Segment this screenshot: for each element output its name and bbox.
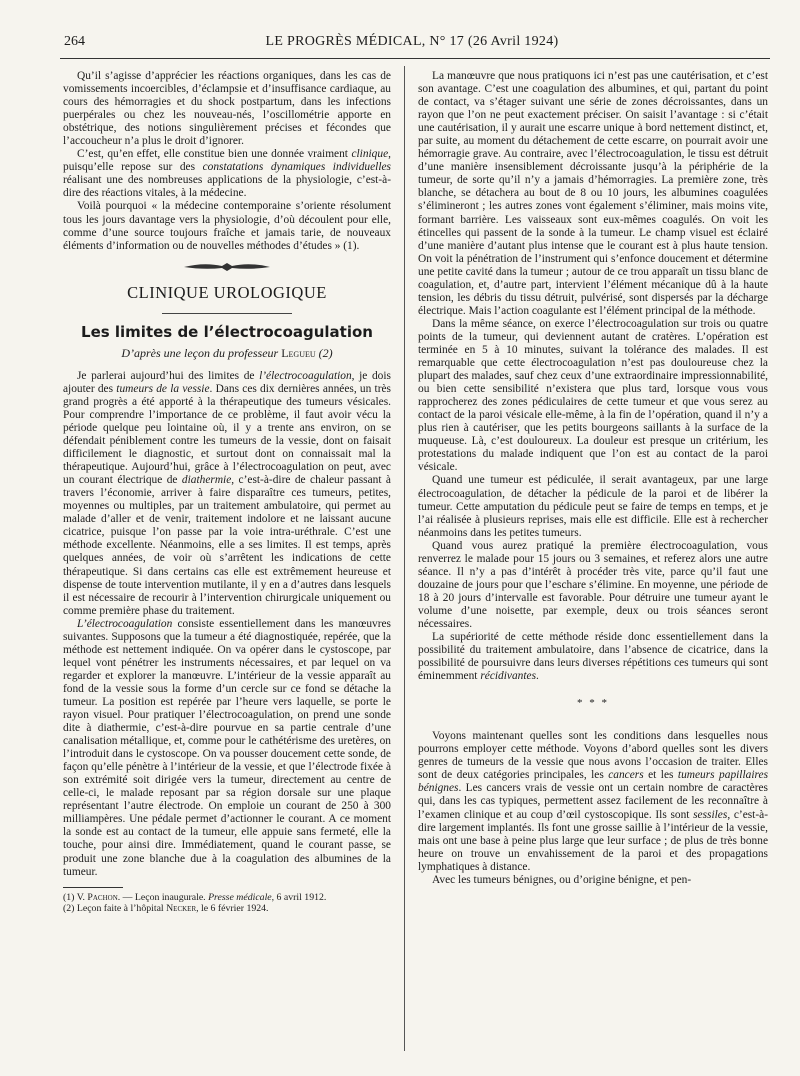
right-column: [418, 70, 768, 887]
paragraph: [63, 370, 391, 618]
paragraph: Voilà pourquoi « la médecine contemporaine s’oriente résolument tous les jours davantage vers la physiologie, d’où découlent pour elle, comme d’une source toujours fraîche et jamais tarie, de nouveaux éléments d’information ou de nouvelles méthodes d’études » (1).: [63, 200, 391, 252]
running-header: [52, 34, 772, 54]
paragraph: La manœuvre que nous pratiquons ici n’est pas une cautérisation, et c’est son avantage. C’est une coagulation des albumines, et qui, partant du point de contact, va s’étager suivant une série de zones décroissantes, dans un rayon que l’on ne peut exactement préciser. On saisit l’avantage : si c’était une cautérisation, il y aurait une escarre unique à bord nettement distinct, et, par suite, au moment du détachement de cette escarre, on pourrait avoir une hémorragie grave. Au contraire, avec l’électrocoagulation, le tissu est détruit d’une manière insensiblement décroissante jusqu’à la périphérie de la tumeur, de sorte qu’il n’y a jamais d’hémorragies. La première zone, très blanche, se détachera au bout de 8 ou 10 jours, les albumines coagulées s’élimineront ; les autres zones vont également s’éliminer, mais moins vite, formant barrière. Les vaisseaux sont eux-mêmes coagulés. On voit les étincelles qui passent de la sonde à la tumeur. Le champ visuel est éclairé d’une manière d’autant plus intense que le courant est à plus haute tension. On voit la pénétration de l’instrument qui s’enfonce doucement et détermine une petite cavité dans la tumeur ; autour de ce trou apparaît un tissu blanc de coagulation, et, d’autre part, intervient l’élément mécanique dû à la haute tension, les débris du tissu détruit, pulvérisé, sont dispersés par la décharge électrique. Mais l’action coagulante est l’élément principal de la méthode.: [418, 70, 768, 317]
text: . Les cancers vrais de vessie ont un certain nombre de caractères qui, dans les cas typiques, permettent assez facilement de les reconnaître à l’examen clinique et au coup d’œil cystoscopique. Ils sont: [418, 782, 768, 821]
italic-text: Presse médicale: [208, 891, 272, 903]
footnote-2: [63, 903, 391, 915]
text: , c’est-à-dire largement implantés. Ils font une grosse saillie à l’intérieur de la vessie, mais ont une base à peine plus large que leur surface ; de plus de très bonne heure on trouve un envahissement de la paroi et des propagations lymphatiques à distance.: [418, 808, 768, 873]
italic-text: L’électrocoagulation: [77, 617, 173, 630]
author-name: Pachon: [87, 891, 118, 903]
paragraph: [418, 631, 768, 683]
hospital-name: Necker: [166, 903, 197, 915]
text: Voyons maintenant quelles sont les conditions dans lesquelles nous pourrons employer cette méthode. Voyons d’abord quelles sont les divers genres de tumeurs de la vessie que nous avons l’occasion de traiter. Elles sont de deux catégories principales, les: [418, 730, 768, 782]
author-name: Legueu: [281, 345, 316, 360]
italic-text: diathermie: [181, 474, 232, 487]
section-title: CLINIQUE UROLOGIQUE: [127, 282, 327, 302]
italic-text: tumeurs papillaires bénignes: [418, 769, 768, 795]
text: . — Leçon inaugurale.: [117, 891, 209, 903]
article-title: Les limites de l’électrocoagulation: [81, 322, 373, 341]
page-number: 264: [64, 34, 85, 49]
footnotes: [63, 892, 391, 915]
italic-text: l’électrocoagulation: [259, 369, 352, 382]
text: .: [536, 670, 539, 683]
italic-text: récidivantes: [480, 670, 536, 683]
text: , le 6 février 1924.: [196, 903, 269, 915]
byline: [63, 347, 391, 360]
journal-title: LE PROGRÈS MÉDICAL, N° 17 (26 Avril 1924): [265, 34, 559, 49]
footnote-1: [63, 892, 391, 904]
italic-text: constatations dynamiques individuelles: [202, 161, 391, 174]
italic-text: tumeurs de la vessie: [116, 382, 210, 395]
section-rule: [162, 313, 292, 314]
paragraph: Qu’il s’agisse d’apprécier les réactions organiques, dans les cas de vomissements incoercibles, d’éclampsie et d’insuffisance cardiaque, au cours des hémorragies et du shock postpartum, dans les infections puerpérales ou chez les nouveau-nés, l’oscillométrie apporte en obstétrique, des notions singulièrement précises et fécondes que l’accoucheur n’a plus le droit d’ignorer.: [63, 70, 391, 148]
italic-text: cancers: [608, 769, 644, 782]
italic-text: sessiles: [693, 808, 728, 821]
paragraph: Quand vous aurez pratiqué la première électrocoagulation, vous renverrez le malade pour 15 jours ou 3 semaines, et referez alors une autre séance. Il n’y a pas d’intérêt à procéder très vite, parce qu’il faut une douzaine de jours pour que l’eschare s’élimine. En moyenne, une période de 18 à 20 jours d’intervalle est favorable. Pour détruire une tumeur ayant le volume d’une noisette, par exemple, deux ou trois séances seront nécessaires.: [418, 539, 768, 630]
paragraph: [418, 730, 768, 874]
ornament-divider: [63, 260, 391, 274]
text: C’est, qu’en effet, elle constitue bien une donnée vraiment: [77, 148, 352, 161]
paragraph: [63, 148, 391, 200]
paragraph: Dans la même séance, on exerce l’électrocoagulation sur trois ou quatre points de la tumeur, qui deviennent autant de cratères. L’opération est terminée en 5 à 10 minutes, suivant la tolérance des malades. Il est remarquable que cette électrocoagulation n’est pas douloureuse chez la plupart des malades, sauf chez ceux d’une extraordinaire impressionnabilité, ou bien cette sensibilité n’existera que plus tard, lorsque vous vous rapprocherez des zones pédiculaires de cette tumeur et que vous serez au contact de la paroi vésicale elle-même, à la fin de l’opération, quand il n’y a plus rien à cautériser, que les petits bourgeons saillants à la surface de la muqueuse. Là, c’est douloureux. La douleur est presque un critérium, les protestations du malade indiquent que l’on est au contact de la paroi vésicale.: [418, 317, 768, 474]
text: , 6 avril 1912.: [271, 891, 327, 903]
paragraph: Avec les tumeurs bénignes, ou d’origine bénigne, et pen-: [432, 873, 692, 886]
text: La supériorité de cette méthode réside donc essentiellement dans la possibilité du traitement ambulatoire, dans l’absence de cicatrice, dans la possibilité de poursuivre dans leurs diverses répétitions ces tumeurs qui sont éminemment: [418, 631, 768, 683]
paragraph: Quand une tumeur est pédiculée, il serait avantageux, par une large électrocoagulation, de détacher la pédicule de la paroi et de libérer la tumeur. Cette amputation du pédicule peut se faire de temps en temps, et je l’ai réalisée à plusieurs reprises, mais elle est difficile. Elle est à rechercher néanmoins dans les petites tumeurs.: [418, 474, 768, 539]
text: . Dans ces dix dernières années, un très grand progrès a été apporté à la thérapeutique des tumeurs vésicales. Pour comprendre l’importance de ce problème, il faut avoir vécu la période quelque peu lointaine où, il y a trente ans environ, on se défendait péniblement contre les tumeurs de la vessie, dont on faisait difficilement le diagnostic, et surtout dont on connaissait mal la thérapeutique. Aujourd’hui, grâce à l’électrocoagulation on peut, avec un courant électrique de: [63, 382, 391, 487]
left-column: [63, 70, 391, 915]
text: consiste essentiellement dans les manœuvres suivantes. Supposons que la tumeur a été diagnostiquée, repérée, que la méthode est nettement indiquée. On va opérer dans le cystoscope, par lequel vont pénétrer les instruments nécessaires, et par lequel on va regarder et explorer la manœuvre. L’intérieur de la vessie apparaît au fond de la vessie sous la forme d’un cercle sur ce fond se détache la tumeur. La position est repérée par l’heure vers laquelle, se porte le rayon visuel. Pour pratiquer l’électrocoagulation, on prend une sonde dite à diathermie, c’est-à-dire pourvue en sa partie centrale d’une canalisation métallique, et, comme pour le cathétérisme des uretères, on l’introduit dans le cystoscope. On va pousser doucement cette sonde, de façon qu’elle pénètre à l’intérieur de la vessie, et que l’électrode fixée à son extrémité soit dirigée vers la tumeur, directement au centre de celle-ci, le malade reposant par sa région dorsale sur une plaque représentant l’autre électrode. On emploie un courant de 250 à 300 milliampères. Une pédale permet d’actionner le courant. A ce moment la sonde est au contact de la tumeur, elle appuie sans fermeté, elle la touche, pour ainsi dire. Immédiatement, quand le courant passe, se produit une zone blanche due à la coagulation des albumines de la tumeur.: [63, 617, 391, 878]
paragraph: [63, 618, 391, 879]
text: et les: [643, 769, 678, 782]
footnote-rule: [63, 887, 123, 888]
header-rule: [60, 58, 770, 59]
text: (2) Leçon faite à l’hôpital: [63, 903, 167, 915]
asterism-divider: * * *: [577, 697, 609, 710]
text: (1) V.: [63, 891, 88, 903]
byline-text: D’après une leçon du professeur: [121, 345, 282, 360]
text: , je dois ajouter des: [63, 369, 391, 395]
text: réalisant une des nombreuses applications de la physiologie, c’est-à-dire des réactions vitales, à la médecine.: [63, 174, 391, 200]
italic-text: clinique: [351, 148, 389, 161]
footnote-ref: (2): [315, 345, 333, 360]
text: Je parlerai aujourd’hui des limites de: [77, 369, 260, 382]
text: , c’est-à-dire de chaleur passant à travers l’économie, arriver à faire disparaître ces tumeurs, petites, moyennes ou multiples, par un traitement ambulatoire, qui permet au malade d’aller et de venir, traitement indolore et ne laissant aucune cicatrice, puisque l’on passe par la voie intra-uréthrale. C’est une méthode excellente. Néanmoins, elle a ses limites. Il est temps, après quelques années, de voir où s’arrêtent les indications de cette thérapeutique. Si dans certains cas elle est extrêmement heureuse et dispense de toute intervention mutilante, il y en a d’autres dans lesquels il est nécessaire de recourir à l’intervention chirurgicale uniquement ou comme première phase du traitement.: [63, 474, 391, 617]
text: , puisqu’elle repose sur des: [63, 148, 391, 174]
column-divider: [404, 66, 405, 1051]
